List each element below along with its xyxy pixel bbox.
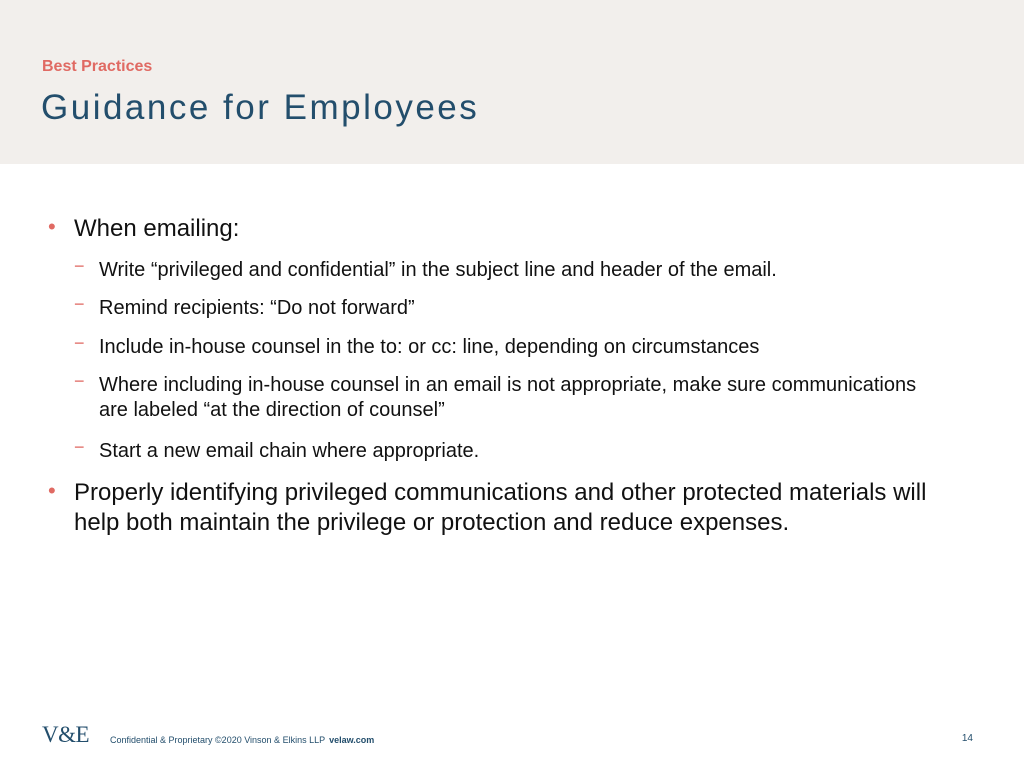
bullet-dot-icon: • [48, 214, 56, 239]
dash-icon: − [74, 256, 85, 276]
dash-icon: − [74, 437, 85, 457]
bullet-text: Properly identifying privileged communications and other protected materials will help both maintain the privilege or protection and reduce expenses. [74, 479, 927, 536]
sub-item-text: Write “privileged and confidential” in the subject line and header of the email. [99, 259, 777, 281]
bullet-dot-icon: • [48, 478, 56, 503]
dash-icon: − [74, 294, 85, 314]
company-logo: V&E [42, 722, 90, 747]
slide-title: Guidance for Employees [41, 88, 480, 127]
dash-icon: − [74, 333, 85, 353]
bullet-text: When emailing: [74, 215, 240, 242]
section-label: Best Practices [42, 58, 153, 75]
sub-item-text: Where including in-house counsel in an email is not appropriate, make sure communications are labeled “at the direction of counsel” [99, 374, 917, 421]
page-number: 14 [961, 733, 973, 744]
dash-icon: − [74, 371, 85, 391]
footer-confidential [110, 735, 374, 745]
sub-item-text: Remind recipients: “Do not forward” [99, 297, 415, 319]
sub-item-text: Start a new email chain where appropriate. [99, 440, 480, 462]
website-link[interactable]: velaw.com [329, 735, 375, 745]
header-band [0, 0, 1024, 164]
confidential-notice: Confidential & Proprietary ©2020 Vinson & Elkins LLP [110, 735, 326, 745]
sub-item-text: Include in-house counsel in the to: or cc: line, depending on circumstances [99, 336, 760, 358]
